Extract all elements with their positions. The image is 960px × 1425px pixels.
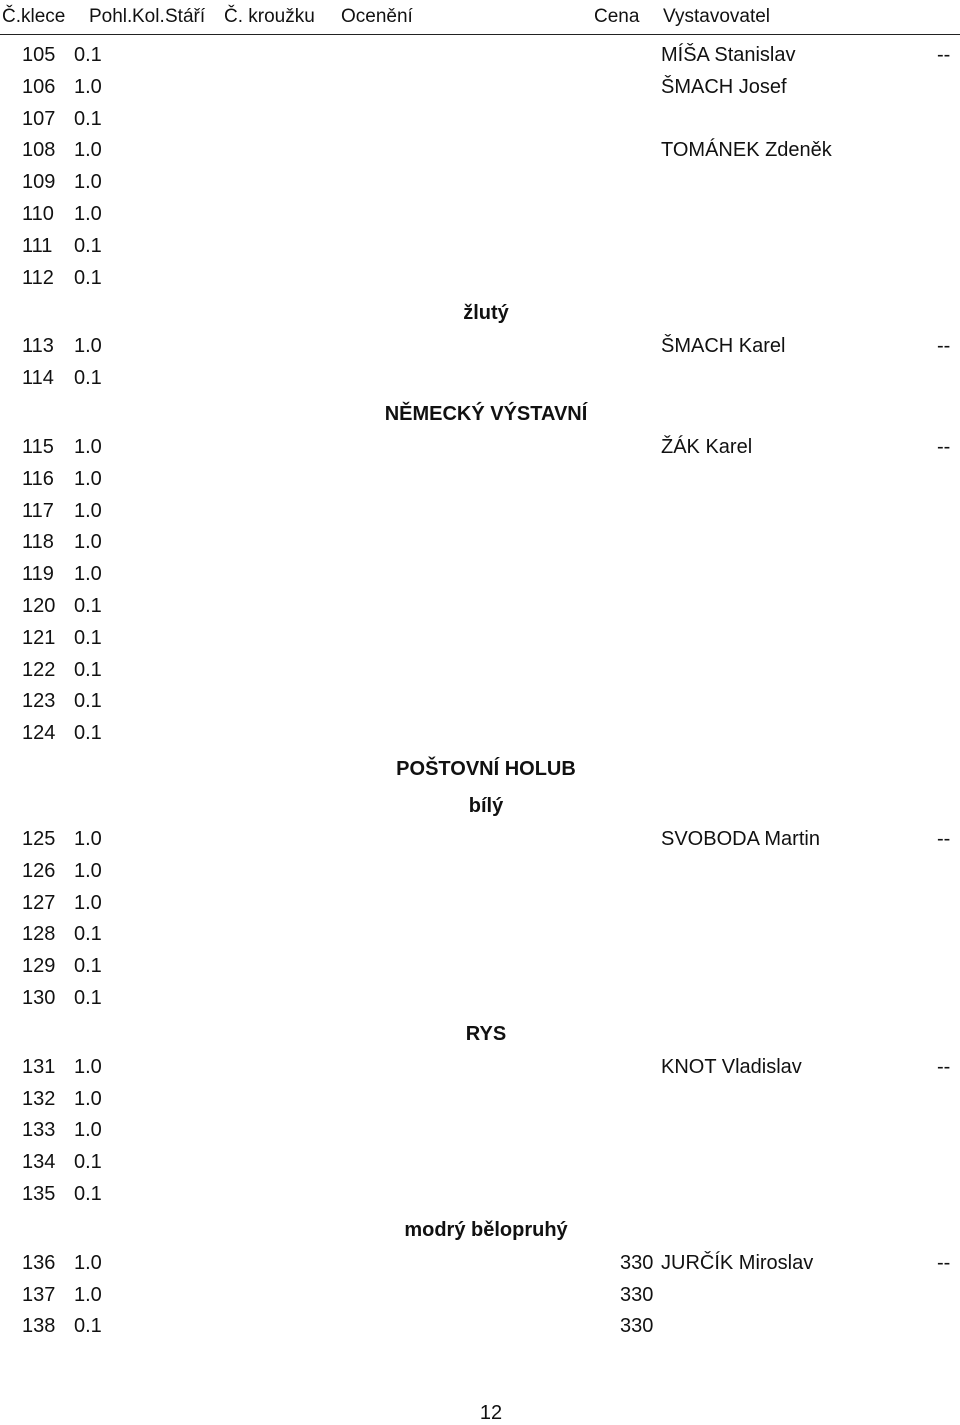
sex-age: 1.0 [74, 335, 102, 358]
sex-age: 1.0 [74, 467, 102, 490]
exhibitor-name: SVOBODA Martin [661, 828, 820, 850]
page-number: 12 [479, 1402, 503, 1424]
section-heading: žlutý [463, 302, 509, 325]
cage-number: 130 [22, 987, 56, 1009]
sex-age: 1.0 [74, 436, 102, 458]
sex-age: 0.1 [74, 987, 102, 1009]
sex-age: 1.0 [74, 1119, 102, 1142]
sex-age: 0.1 [74, 266, 102, 289]
sex-age: 0.1 [74, 1315, 102, 1338]
cage-number: 127 [22, 891, 56, 914]
sex-age: 1.0 [74, 563, 102, 586]
section-heading: POŠTOVNÍ HOLUB [396, 758, 576, 780]
cage-number: 125 [22, 828, 56, 850]
sex-age: 1.0 [74, 139, 102, 162]
cage-number: 136 [22, 1251, 56, 1274]
cage-number: 109 [22, 171, 56, 194]
sex-age: 0.1 [74, 626, 102, 649]
dash-mark: -- [937, 335, 951, 358]
cage-number: 106 [22, 75, 56, 98]
sex-age: 0.1 [74, 44, 102, 66]
cage-number: 105 [22, 44, 56, 66]
sex-age: 0.1 [74, 722, 102, 745]
cage-number: 113 [22, 335, 54, 358]
cage-number: 122 [22, 658, 56, 681]
sex-age: 0.1 [74, 234, 102, 257]
header-price: Cena [594, 6, 640, 27]
dash-mark: -- [937, 436, 951, 458]
cage-number: 108 [22, 139, 56, 162]
sex-age: 0.1 [74, 923, 102, 946]
cage-number: 114 [22, 367, 54, 390]
cage-number: 107 [22, 107, 56, 130]
sex-age: 0.1 [74, 367, 102, 390]
cage-number: 121 [22, 626, 56, 649]
section-heading: modrý bělopruhý [404, 1218, 568, 1241]
sex-age: 1.0 [74, 891, 102, 914]
header-cage-number: Č.klece [2, 6, 66, 27]
cage-number: 135 [22, 1183, 56, 1205]
sex-age: 0.1 [74, 595, 102, 617]
exhibitor-name: KNOT Vladislav [661, 1055, 802, 1078]
section-heading: bílý [468, 795, 504, 817]
price: 330 [620, 1315, 654, 1338]
exhibitor-name: ŽÁK Karel [661, 436, 753, 458]
price: 330 [620, 1251, 654, 1274]
dash-mark: -- [937, 1055, 951, 1078]
sex-age: 1.0 [74, 499, 102, 522]
sex-age: 0.1 [74, 107, 102, 130]
cage-number: 137 [22, 1283, 56, 1306]
sex-age: 1.0 [74, 203, 102, 225]
cage-number: 133 [22, 1119, 56, 1142]
sex-age: 1.0 [74, 531, 102, 554]
sex-age: 0.1 [74, 1151, 102, 1174]
sex-age: 1.0 [74, 75, 102, 98]
exhibitor-name: TOMÁNEK Zdeněk [661, 139, 832, 162]
exhibitor-name: ŠMACH Karel [661, 335, 786, 358]
sex-age: 1.0 [74, 1055, 102, 1078]
sex-age: 1.0 [74, 1087, 102, 1110]
cage-number: 131 [22, 1055, 56, 1078]
cage-number: 123 [22, 690, 56, 713]
header-age: Stáří [165, 6, 206, 27]
price: 330 [620, 1283, 654, 1306]
sex-age: 1.0 [74, 859, 102, 882]
cage-number: 126 [22, 859, 56, 882]
cage-number: 124 [22, 722, 56, 745]
sex-age: 1.0 [74, 1251, 102, 1274]
cage-number: 116 [22, 467, 54, 490]
exhibitor-name: JURČÍK Miroslav [661, 1251, 814, 1274]
sex-age: 0.1 [74, 1183, 102, 1205]
header-sex: Pohl. [89, 6, 133, 27]
cage-number: 128 [22, 923, 56, 946]
cage-number: 110 [22, 203, 54, 225]
section-heading: RYS [465, 1022, 507, 1045]
dash-mark: -- [937, 44, 951, 66]
header-rating: Ocenění [341, 6, 413, 27]
cage-number: 134 [22, 1151, 56, 1174]
exhibitor-name: MÍŠA Stanislav [661, 44, 796, 66]
cage-number: 118 [22, 531, 54, 554]
cage-number: 129 [22, 955, 56, 978]
cage-number: 112 [22, 266, 54, 289]
header-exhibitor: Vystavovatel [663, 6, 771, 27]
sex-age: 1.0 [74, 171, 102, 194]
cage-number: 120 [22, 595, 56, 617]
cage-number: 132 [22, 1087, 56, 1110]
exhibitor-name: ŠMACH Josef [661, 75, 787, 98]
cage-number: 111 [22, 234, 53, 257]
header-collection: Kol. [132, 6, 165, 27]
dash-mark: -- [937, 1251, 951, 1274]
sex-age: 1.0 [74, 828, 102, 850]
header-ring-number: Č. kroužku [224, 6, 315, 27]
sex-age: 0.1 [74, 658, 102, 681]
cage-number: 115 [22, 436, 54, 458]
cage-number: 138 [22, 1315, 56, 1338]
section-heading: NĚMECKÝ VÝSTAVNÍ [384, 403, 588, 425]
sex-age: 1.0 [74, 1283, 102, 1306]
dash-mark: -- [937, 828, 951, 850]
sex-age: 0.1 [74, 955, 102, 978]
sex-age: 0.1 [74, 690, 102, 713]
cage-number: 119 [22, 563, 54, 586]
cage-number: 117 [22, 499, 54, 522]
